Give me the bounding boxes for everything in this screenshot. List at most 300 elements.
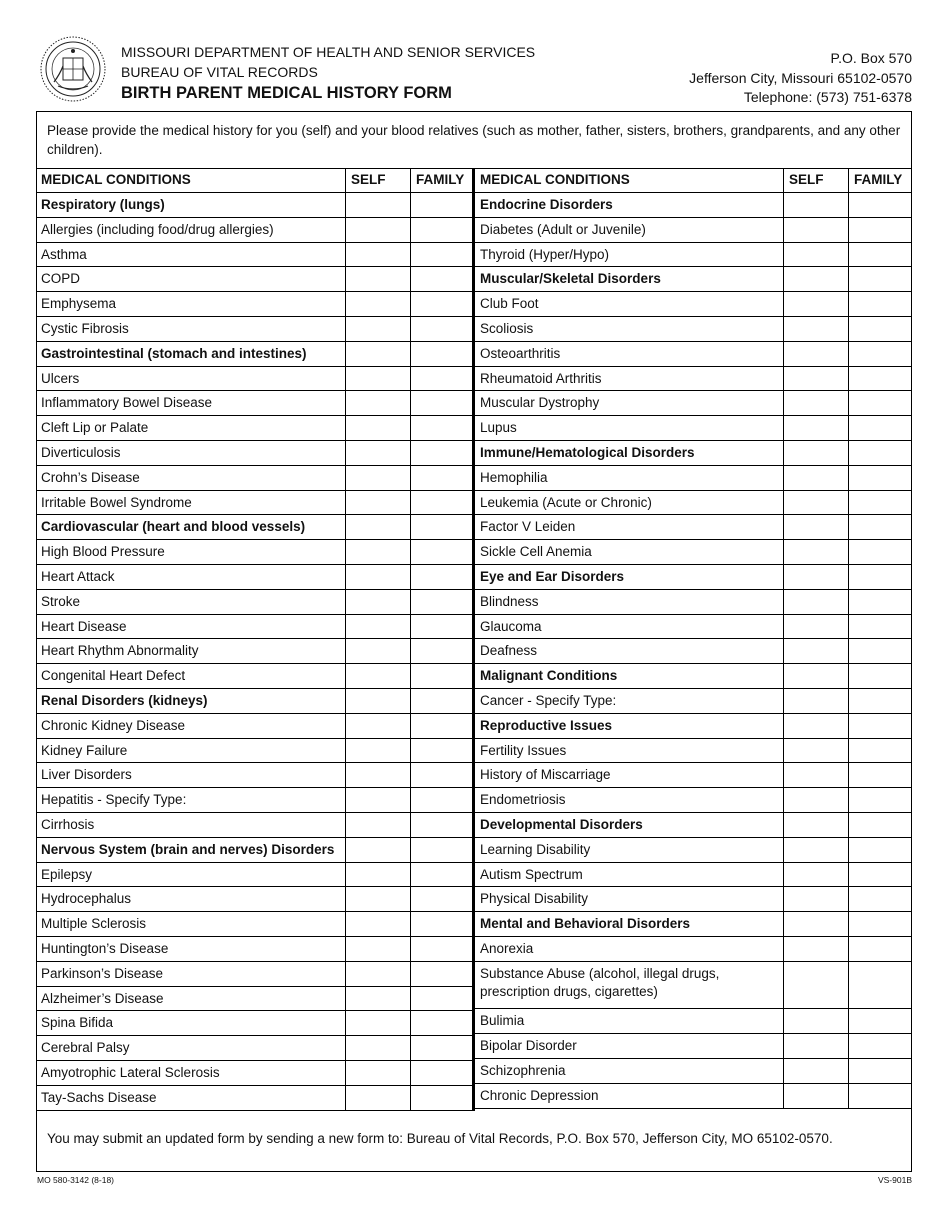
family-checkbox-cell[interactable] xyxy=(410,863,473,887)
category-row xyxy=(36,689,473,714)
family-checkbox-cell[interactable] xyxy=(848,416,912,440)
condition-row xyxy=(36,813,473,838)
family-checkbox-cell[interactable] xyxy=(848,887,912,911)
condition-label: Inflammatory Bowel Disease xyxy=(41,395,213,411)
condition-row xyxy=(36,441,473,466)
condition-row xyxy=(475,937,912,962)
self-checkbox-cell[interactable] xyxy=(345,342,410,366)
self-checkbox-cell[interactable] xyxy=(345,763,410,787)
department-name: MISSOURI DEPARTMENT OF HEALTH AND SENIOR SERVICES xyxy=(121,44,536,60)
self-checkbox-cell[interactable] xyxy=(783,937,848,961)
condition-label: Muscular Dystrophy xyxy=(480,395,600,411)
condition-label: Renal Disorders (kidneys) xyxy=(41,693,208,708)
self-checkbox-cell[interactable] xyxy=(345,863,410,887)
agency-header xyxy=(121,42,535,104)
header-family: FAMILY xyxy=(848,168,912,192)
condition-label: Tay-Sachs Disease xyxy=(41,1089,157,1105)
condition-row xyxy=(475,838,912,863)
family-checkbox-cell[interactable] xyxy=(848,1009,912,1033)
family-checkbox-cell[interactable] xyxy=(848,639,912,663)
condition-row xyxy=(475,491,912,516)
category-row xyxy=(36,838,473,863)
self-checkbox-cell[interactable] xyxy=(345,466,410,490)
header-self: SELF xyxy=(783,168,848,192)
family-checkbox-cell[interactable] xyxy=(410,391,473,415)
condition-label: Asthma xyxy=(41,246,87,262)
condition-label: Congenital Heart Defect xyxy=(41,668,186,684)
family-checkbox-cell[interactable] xyxy=(410,763,473,787)
condition-label: Chronic Depression xyxy=(480,1087,599,1103)
condition-label: Leukemia (Acute or Chronic) xyxy=(480,494,652,510)
self-checkbox-cell[interactable] xyxy=(783,689,848,713)
condition-label: History of Miscarriage xyxy=(480,767,611,783)
family-checkbox-cell[interactable] xyxy=(410,887,473,911)
condition-label: Allergies (including food/drug allergies) xyxy=(41,221,274,237)
condition-label: Eye and Ear Disorders xyxy=(480,569,625,584)
family-checkbox-cell[interactable] xyxy=(848,292,912,316)
family-checkbox-cell[interactable] xyxy=(848,838,912,862)
family-checkbox-cell[interactable] xyxy=(848,689,912,713)
condition-label: Anorexia xyxy=(480,941,534,956)
condition-label: Cancer - Specify Type: xyxy=(480,693,617,708)
condition-label: Muscular/Skeletal Disorders xyxy=(480,271,661,287)
self-checkbox-cell[interactable] xyxy=(345,193,410,217)
self-checkbox-cell[interactable] xyxy=(783,615,848,639)
family-checkbox-cell[interactable] xyxy=(848,739,912,763)
self-checkbox-cell[interactable] xyxy=(345,441,410,465)
self-checkbox-cell[interactable] xyxy=(783,788,848,812)
family-checkbox-cell[interactable] xyxy=(410,441,473,465)
condition-row xyxy=(36,887,473,912)
condition-label: Immune/Hematological Disorders xyxy=(480,445,695,460)
condition-row xyxy=(475,342,912,367)
family-checkbox-cell[interactable] xyxy=(410,342,473,366)
condition-row xyxy=(475,1034,912,1059)
family-checkbox-cell[interactable] xyxy=(410,962,473,986)
family-checkbox-cell[interactable] xyxy=(848,863,912,887)
self-checkbox-cell[interactable] xyxy=(345,987,410,1011)
family-checkbox-cell[interactable] xyxy=(848,540,912,564)
self-checkbox-cell[interactable] xyxy=(783,838,848,862)
condition-label: Hepatitis - Specify Type: xyxy=(41,792,187,808)
condition-row xyxy=(36,714,473,739)
header-self: SELF xyxy=(345,168,410,192)
condition-label: Cerebral Palsy xyxy=(41,1040,130,1056)
condition-row xyxy=(36,987,473,1012)
self-checkbox-cell[interactable] xyxy=(345,243,410,267)
self-checkbox-cell[interactable] xyxy=(783,193,848,217)
condition-label: High Blood Pressure xyxy=(41,544,165,560)
condition-row xyxy=(475,416,912,441)
condition-label: Crohn’s Disease xyxy=(41,469,140,485)
condition-label: Cirrhosis xyxy=(41,817,95,832)
condition-row xyxy=(36,590,473,615)
family-checkbox-cell[interactable] xyxy=(848,466,912,490)
condition-row xyxy=(475,962,912,1010)
self-checkbox-cell[interactable] xyxy=(783,342,848,366)
condition-row xyxy=(475,1084,912,1109)
self-checkbox-cell[interactable] xyxy=(783,639,848,663)
family-checkbox-cell[interactable] xyxy=(410,367,473,391)
family-checkbox-cell[interactable] xyxy=(410,540,473,564)
condition-label: Ulcers xyxy=(41,370,80,386)
self-checkbox-cell[interactable] xyxy=(783,1059,848,1083)
family-checkbox-cell[interactable] xyxy=(848,391,912,415)
condition-label: Bipolar Disorder xyxy=(480,1038,577,1054)
condition-label: Stroke xyxy=(41,593,81,609)
condition-row xyxy=(36,937,473,962)
self-checkbox-cell[interactable] xyxy=(345,1061,410,1085)
condition-label: Diabetes (Adult or Juvenile) xyxy=(480,221,646,237)
condition-label: Fertility Issues xyxy=(480,742,567,758)
family-checkbox-cell[interactable] xyxy=(410,987,473,1011)
condition-label: Heart Disease xyxy=(41,618,127,634)
self-checkbox-cell[interactable] xyxy=(783,218,848,242)
condition-label: Huntington’s Disease xyxy=(41,941,169,956)
condition-label: Cleft Lip or Palate xyxy=(41,420,149,436)
condition-row xyxy=(475,1009,912,1034)
family-checkbox-cell[interactable] xyxy=(410,1011,473,1035)
category-row xyxy=(475,267,912,292)
self-checkbox-cell[interactable] xyxy=(345,267,410,291)
self-checkbox-cell[interactable] xyxy=(345,515,410,539)
self-checkbox-cell[interactable] xyxy=(345,689,410,713)
self-checkbox-cell[interactable] xyxy=(345,367,410,391)
self-checkbox-cell[interactable] xyxy=(783,1034,848,1058)
self-checkbox-cell[interactable] xyxy=(345,639,410,663)
self-checkbox-cell[interactable] xyxy=(783,1009,848,1033)
instructions-text: Please provide the medical history for you (self) and your blood relatives (such as mother, father, sisters, brothers, grandparents, and any other children). xyxy=(47,123,901,157)
family-checkbox-cell[interactable] xyxy=(410,590,473,614)
family-checkbox-cell[interactable] xyxy=(848,714,912,738)
self-checkbox-cell[interactable] xyxy=(783,887,848,911)
condition-label: Mental and Behavioral Disorders xyxy=(480,916,691,932)
self-checkbox-cell[interactable] xyxy=(783,664,848,688)
condition-label: Lupus xyxy=(480,420,517,436)
condition-row xyxy=(36,540,473,565)
condition-label: Cystic Fibrosis xyxy=(41,321,129,336)
condition-row xyxy=(36,962,473,987)
condition-row xyxy=(475,515,912,540)
self-checkbox-cell[interactable] xyxy=(783,565,848,589)
condition-row xyxy=(36,1036,473,1061)
condition-label: Heart Rhythm Abnormality xyxy=(41,643,199,659)
condition-label: Diverticulosis xyxy=(41,445,121,460)
state-seal-icon xyxy=(40,36,106,102)
self-checkbox-cell[interactable] xyxy=(783,863,848,887)
self-checkbox-cell[interactable] xyxy=(345,1036,410,1060)
condition-row xyxy=(475,615,912,640)
header-family: FAMILY xyxy=(410,168,473,192)
self-checkbox-cell[interactable] xyxy=(783,912,848,936)
condition-row xyxy=(36,491,473,516)
condition-row xyxy=(475,863,912,888)
condition-row xyxy=(36,664,473,689)
condition-row xyxy=(36,267,473,292)
self-checkbox-cell[interactable] xyxy=(345,491,410,515)
condition-label: Cardiovascular (heart and blood vessels) xyxy=(41,519,306,535)
self-checkbox-cell[interactable] xyxy=(783,466,848,490)
condition-label: Heart Attack xyxy=(41,569,115,584)
family-checkbox-cell[interactable] xyxy=(848,788,912,812)
condition-row xyxy=(475,887,912,912)
self-checkbox-cell[interactable] xyxy=(783,367,848,391)
family-checkbox-cell[interactable] xyxy=(848,193,912,217)
self-checkbox-cell[interactable] xyxy=(345,292,410,316)
category-row xyxy=(475,813,912,838)
mailing-address xyxy=(689,49,912,108)
self-checkbox-cell[interactable] xyxy=(783,540,848,564)
self-checkbox-cell[interactable] xyxy=(345,937,410,961)
condition-label: Glaucoma xyxy=(480,618,542,634)
family-checkbox-cell[interactable] xyxy=(410,1036,473,1060)
family-checkbox-cell[interactable] xyxy=(848,590,912,614)
self-checkbox-cell[interactable] xyxy=(345,664,410,688)
condition-label: Physical Disability xyxy=(480,891,589,907)
condition-row xyxy=(36,416,473,441)
condition-row xyxy=(36,292,473,317)
form-code: MO 580-3142 (8-18) xyxy=(37,1175,115,1185)
family-checkbox-cell[interactable] xyxy=(410,1086,473,1110)
self-checkbox-cell[interactable] xyxy=(783,292,848,316)
self-checkbox-cell[interactable] xyxy=(345,1011,410,1035)
family-checkbox-cell[interactable] xyxy=(410,937,473,961)
self-checkbox-cell[interactable] xyxy=(345,813,410,837)
condition-label: Sickle Cell Anemia xyxy=(480,544,592,560)
condition-label: Osteoarthritis xyxy=(480,345,561,361)
condition-row xyxy=(36,317,473,342)
self-checkbox-cell[interactable] xyxy=(345,739,410,763)
family-checkbox-cell[interactable] xyxy=(410,565,473,589)
category-row xyxy=(475,565,912,590)
self-checkbox-cell[interactable] xyxy=(345,1086,410,1110)
self-checkbox-cell[interactable] xyxy=(345,565,410,589)
self-checkbox-cell[interactable] xyxy=(783,391,848,415)
condition-label: Spina Bifida xyxy=(41,1015,114,1031)
condition-label: Malignant Conditions xyxy=(480,668,618,684)
family-checkbox-cell[interactable] xyxy=(848,813,912,837)
condition-label: Thyroid (Hyper/Hypo) xyxy=(480,246,610,262)
family-checkbox-cell[interactable] xyxy=(410,838,473,862)
self-checkbox-cell[interactable] xyxy=(345,887,410,911)
condition-row xyxy=(36,863,473,888)
condition-label: Learning Disability xyxy=(480,841,591,857)
self-checkbox-cell[interactable] xyxy=(345,590,410,614)
condition-label: Club Foot xyxy=(480,296,539,312)
family-checkbox-cell[interactable] xyxy=(410,739,473,763)
family-checkbox-cell[interactable] xyxy=(848,615,912,639)
self-checkbox-cell[interactable] xyxy=(783,739,848,763)
self-checkbox-cell[interactable] xyxy=(345,615,410,639)
condition-row xyxy=(36,466,473,491)
condition-label: Bulimia xyxy=(480,1013,525,1029)
self-checkbox-cell[interactable] xyxy=(783,962,848,1009)
condition-label: Kidney Failure xyxy=(41,742,128,758)
self-checkbox-cell[interactable] xyxy=(345,540,410,564)
family-checkbox-cell[interactable] xyxy=(848,342,912,366)
condition-row xyxy=(475,317,912,342)
condition-label: Substance Abuse (alcohol, illegal drugs, prescription drugs, cigarettes) xyxy=(480,965,720,999)
self-checkbox-cell[interactable] xyxy=(783,491,848,515)
family-checkbox-cell[interactable] xyxy=(848,565,912,589)
category-row xyxy=(36,515,473,540)
condition-label: Factor V Leiden xyxy=(480,519,576,535)
footer-note: You may submit an updated form by sending a new form to: Bureau of Vital Records, P.O. Box 570, Jefferson City, MO 65102-0570. xyxy=(47,1131,833,1146)
family-checkbox-cell[interactable] xyxy=(848,1034,912,1058)
family-checkbox-cell[interactable] xyxy=(410,193,473,217)
condition-row xyxy=(475,639,912,664)
condition-label: Scoliosis xyxy=(480,321,534,336)
family-checkbox-cell[interactable] xyxy=(848,317,912,341)
self-checkbox-cell[interactable] xyxy=(783,714,848,738)
condition-row xyxy=(475,391,912,416)
category-row xyxy=(475,193,912,218)
self-checkbox-cell[interactable] xyxy=(783,441,848,465)
condition-row xyxy=(475,689,912,714)
category-row xyxy=(36,342,473,367)
self-checkbox-cell[interactable] xyxy=(345,317,410,341)
family-checkbox-cell[interactable] xyxy=(410,689,473,713)
condition-row xyxy=(475,292,912,317)
family-checkbox-cell[interactable] xyxy=(848,937,912,961)
bureau-name: BUREAU OF VITAL RECORDS xyxy=(121,64,318,80)
condition-label: Deafness xyxy=(480,643,538,659)
condition-row xyxy=(475,466,912,491)
condition-label: Rheumatoid Arthritis xyxy=(480,370,602,386)
family-checkbox-cell[interactable] xyxy=(848,515,912,539)
condition-row xyxy=(36,367,473,392)
family-checkbox-cell[interactable] xyxy=(848,664,912,688)
family-checkbox-cell[interactable] xyxy=(848,441,912,465)
condition-row xyxy=(475,739,912,764)
self-checkbox-cell[interactable] xyxy=(783,416,848,440)
family-checkbox-cell[interactable] xyxy=(848,763,912,787)
condition-label: Developmental Disorders xyxy=(480,817,643,832)
condition-row xyxy=(475,243,912,268)
condition-label: Emphysema xyxy=(41,296,117,312)
family-checkbox-cell[interactable] xyxy=(410,639,473,663)
self-checkbox-cell[interactable] xyxy=(345,962,410,986)
family-checkbox-cell[interactable] xyxy=(410,714,473,738)
family-checkbox-cell[interactable] xyxy=(410,1061,473,1085)
family-checkbox-cell[interactable] xyxy=(848,912,912,936)
family-checkbox-cell[interactable] xyxy=(848,1059,912,1083)
condition-label: Respiratory (lungs) xyxy=(41,197,165,212)
family-checkbox-cell[interactable] xyxy=(410,615,473,639)
self-checkbox-cell[interactable] xyxy=(345,714,410,738)
condition-label: Blindness xyxy=(480,593,539,609)
family-checkbox-cell[interactable] xyxy=(848,243,912,267)
condition-label: Liver Disorders xyxy=(41,767,132,783)
condition-label: Hemophilia xyxy=(480,469,548,485)
family-checkbox-cell[interactable] xyxy=(410,317,473,341)
family-checkbox-cell[interactable] xyxy=(410,912,473,936)
po-box: P.O. Box 570 xyxy=(830,50,912,66)
condition-label: Nervous System (brain and nerves) Disorders xyxy=(41,841,335,857)
condition-row xyxy=(36,615,473,640)
family-checkbox-cell[interactable] xyxy=(410,664,473,688)
self-checkbox-cell[interactable] xyxy=(783,1084,848,1108)
condition-row xyxy=(475,1059,912,1084)
condition-label: Epilepsy xyxy=(41,866,93,882)
category-row xyxy=(475,664,912,689)
family-checkbox-cell[interactable] xyxy=(410,218,473,242)
family-checkbox-cell[interactable] xyxy=(848,267,912,291)
self-checkbox-cell[interactable] xyxy=(345,838,410,862)
self-checkbox-cell[interactable] xyxy=(345,912,410,936)
self-checkbox-cell[interactable] xyxy=(345,788,410,812)
condition-row xyxy=(36,788,473,813)
condition-label: Alzheimer’s Disease xyxy=(41,990,164,1006)
condition-label: Endometriosis xyxy=(480,792,566,808)
condition-label: Amyotrophic Lateral Sclerosis xyxy=(41,1065,220,1080)
self-checkbox-cell[interactable] xyxy=(783,317,848,341)
self-checkbox-cell[interactable] xyxy=(783,515,848,539)
self-checkbox-cell[interactable] xyxy=(783,813,848,837)
self-checkbox-cell[interactable] xyxy=(345,416,410,440)
family-checkbox-cell[interactable] xyxy=(848,367,912,391)
condition-row xyxy=(36,1061,473,1086)
self-checkbox-cell[interactable] xyxy=(783,590,848,614)
self-checkbox-cell[interactable] xyxy=(783,243,848,267)
family-checkbox-cell[interactable] xyxy=(410,243,473,267)
condition-label: Irritable Bowel Syndrome xyxy=(41,494,192,510)
condition-label: Endocrine Disorders xyxy=(480,197,613,212)
condition-label: Gastrointestinal (stomach and intestines) xyxy=(41,345,307,361)
telephone: Telephone: (573) 751-6378 xyxy=(743,89,912,105)
condition-row xyxy=(36,912,473,937)
condition-row xyxy=(475,367,912,392)
condition-row xyxy=(475,788,912,813)
self-checkbox-cell[interactable] xyxy=(783,763,848,787)
self-checkbox-cell[interactable] xyxy=(345,218,410,242)
condition-row xyxy=(475,218,912,243)
condition-row xyxy=(475,540,912,565)
family-checkbox-cell[interactable] xyxy=(410,416,473,440)
city-line: Jefferson City, Missouri 65102-0570 xyxy=(689,69,912,86)
condition-row xyxy=(36,565,473,590)
self-checkbox-cell[interactable] xyxy=(345,391,410,415)
condition-row xyxy=(475,590,912,615)
family-checkbox-cell[interactable] xyxy=(410,788,473,812)
family-checkbox-cell[interactable] xyxy=(410,813,473,837)
family-checkbox-cell[interactable] xyxy=(848,962,912,1009)
family-checkbox-cell[interactable] xyxy=(410,267,473,291)
family-checkbox-cell[interactable] xyxy=(410,515,473,539)
self-checkbox-cell[interactable] xyxy=(783,267,848,291)
header-medical-conditions: MEDICAL CONDITIONS xyxy=(41,172,191,187)
family-checkbox-cell[interactable] xyxy=(410,491,473,515)
condition-label: Hydrocephalus xyxy=(41,891,132,907)
family-checkbox-cell[interactable] xyxy=(410,292,473,316)
condition-label: Multiple Sclerosis xyxy=(41,916,147,932)
condition-label: Chronic Kidney Disease xyxy=(41,717,186,733)
family-checkbox-cell[interactable] xyxy=(848,1084,912,1108)
form-id: VS-901B xyxy=(877,1175,912,1185)
family-checkbox-cell[interactable] xyxy=(410,466,473,490)
condition-label: COPD xyxy=(41,271,81,287)
condition-row xyxy=(36,218,473,243)
condition-row xyxy=(36,1086,473,1111)
category-row xyxy=(475,714,912,739)
condition-label: Reproductive Issues xyxy=(480,717,613,733)
condition-label: Schizophrenia xyxy=(480,1063,566,1078)
condition-row xyxy=(36,639,473,664)
condition-label: Parkinson’s Disease xyxy=(41,965,164,981)
family-checkbox-cell[interactable] xyxy=(848,218,912,242)
family-checkbox-cell[interactable] xyxy=(848,491,912,515)
category-row xyxy=(475,441,912,466)
